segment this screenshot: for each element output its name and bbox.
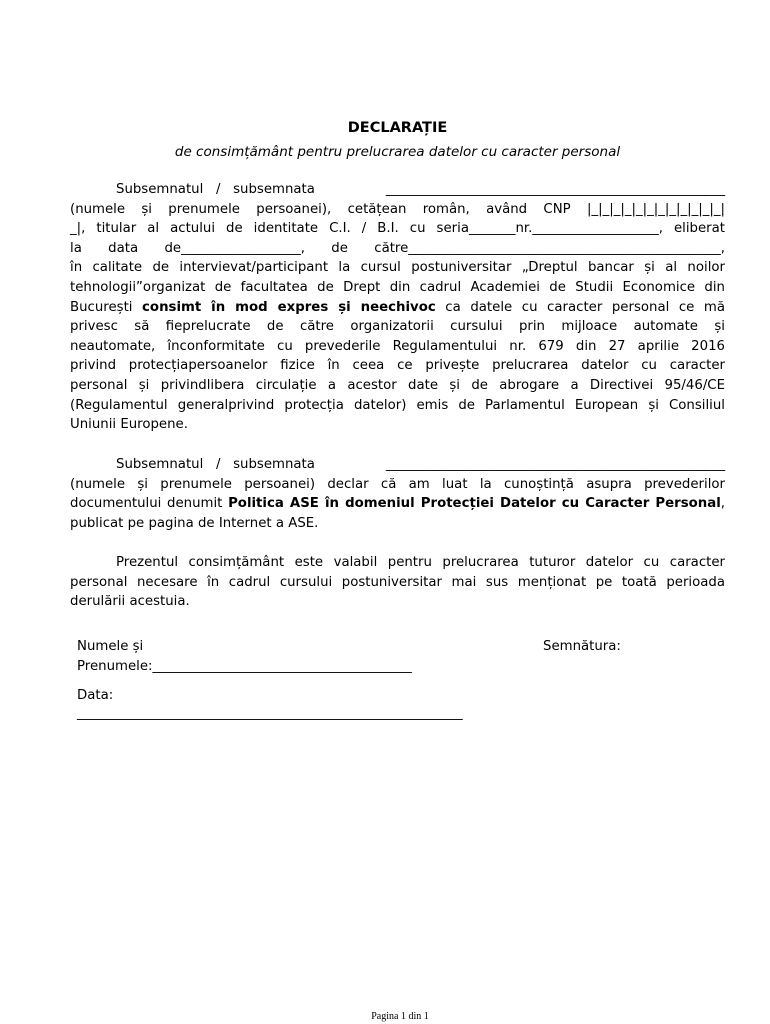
text-run: ,	[720, 496, 725, 512]
paragraph-line: (numele și prenumele persoanei) declar că am luat la cunoștință asupra prevederilor	[70, 476, 725, 492]
document-subtitle: de consimțământ pentru prelucrarea datelor cu caracter personal	[174, 144, 621, 160]
paragraph-line: privesc să fieprelucrate de către organizatorii cursului prin mijloace automate și	[70, 319, 725, 335]
paragraph-line: publicat pe pagina de Internet a ASE.	[70, 515, 319, 531]
signature-label: Semnătura:	[543, 639, 621, 654]
paragraph-line	[70, 298, 725, 318]
paragraph-line: (numele și prenumele persoanei), cetățean român, având CNP |_|_|_|_|_|_|_|_|_|_|_|_|	[70, 201, 725, 217]
surname-field: Prenumele:_______________________________________	[77, 659, 412, 674]
subsemnatul-label: Subsemnatul / subsemnata	[116, 182, 315, 197]
paragraph-line: în calitate de intervievat/participant la cursul postuniversitar „Dreptul bancar și al noilor	[70, 260, 725, 276]
paragraph-line	[70, 455, 725, 475]
paragraph-line	[70, 180, 725, 200]
date-field: __________________________________________________________	[77, 706, 463, 721]
name-blank-line: ___________________________________________________	[385, 182, 725, 197]
paragraph-line: Uniunii Europene.	[70, 417, 188, 433]
date-label: Data:	[77, 688, 114, 703]
paragraph-line: personal necesare în cadrul cursului postuniversitar mai sus menționat pe toată perioada	[70, 574, 725, 590]
paragraph-line: _|, titular al actului de identitate C.I. / B.I. cu seria_______nr.___________________, eliberat	[70, 221, 725, 237]
paragraph-line: Prezentul consimțământ este valabil pentru prelucrarea tuturor datelor cu caracter	[116, 555, 725, 570]
subsemnatul-label: Subsemnatul / subsemnata	[116, 457, 315, 472]
name-label: Numele și	[77, 639, 144, 654]
page-number: Pagina 1 din 1	[371, 1011, 429, 1022]
consent-paragraph-2	[70, 455, 725, 533]
paragraph-line: tehnologii”organizat de facultatea de Drept din cadrul Academiei de Studii Economice din	[70, 279, 725, 295]
paragraph-line: (Regulamentul generalprivind protecția datelor) emis de Parlamentul European și Consiliul	[70, 397, 725, 413]
paragraph-line: personal și privindlibera circulație a acestor date și de abrogare a Directivei 95/46/CE	[70, 377, 725, 393]
paragraph-line	[70, 494, 725, 514]
consent-paragraph-1	[70, 180, 725, 435]
paragraph-line: derulării acestuia.	[70, 594, 190, 610]
text-run: ca datele cu caracter personal ce mă	[435, 299, 725, 315]
paragraph-line: la data de__________________, de către_______________________________________________,	[70, 240, 725, 256]
consent-paragraph-3	[70, 553, 725, 612]
text-run: documentului denumit	[70, 496, 229, 512]
name-blank-line: ___________________________________________________	[385, 457, 725, 472]
bold-policy-name: Politica ASE în domeniul Protecției Datelor cu Caracter Personal	[228, 496, 721, 512]
document-title: DECLARAȚIE	[347, 120, 448, 136]
paragraph-line: privind protecțiapersoanelor fizice în ceea ce privește prelucrarea datelor cu caracter	[70, 358, 725, 374]
text-run: București	[70, 299, 143, 315]
paragraph-line: neautomate, înconformitate cu prevederile Regulamentului nr. 679 din 27 aprilie 2016	[70, 338, 725, 354]
bold-consent-phrase: consimt în mod expres și neechivoc	[142, 299, 436, 315]
